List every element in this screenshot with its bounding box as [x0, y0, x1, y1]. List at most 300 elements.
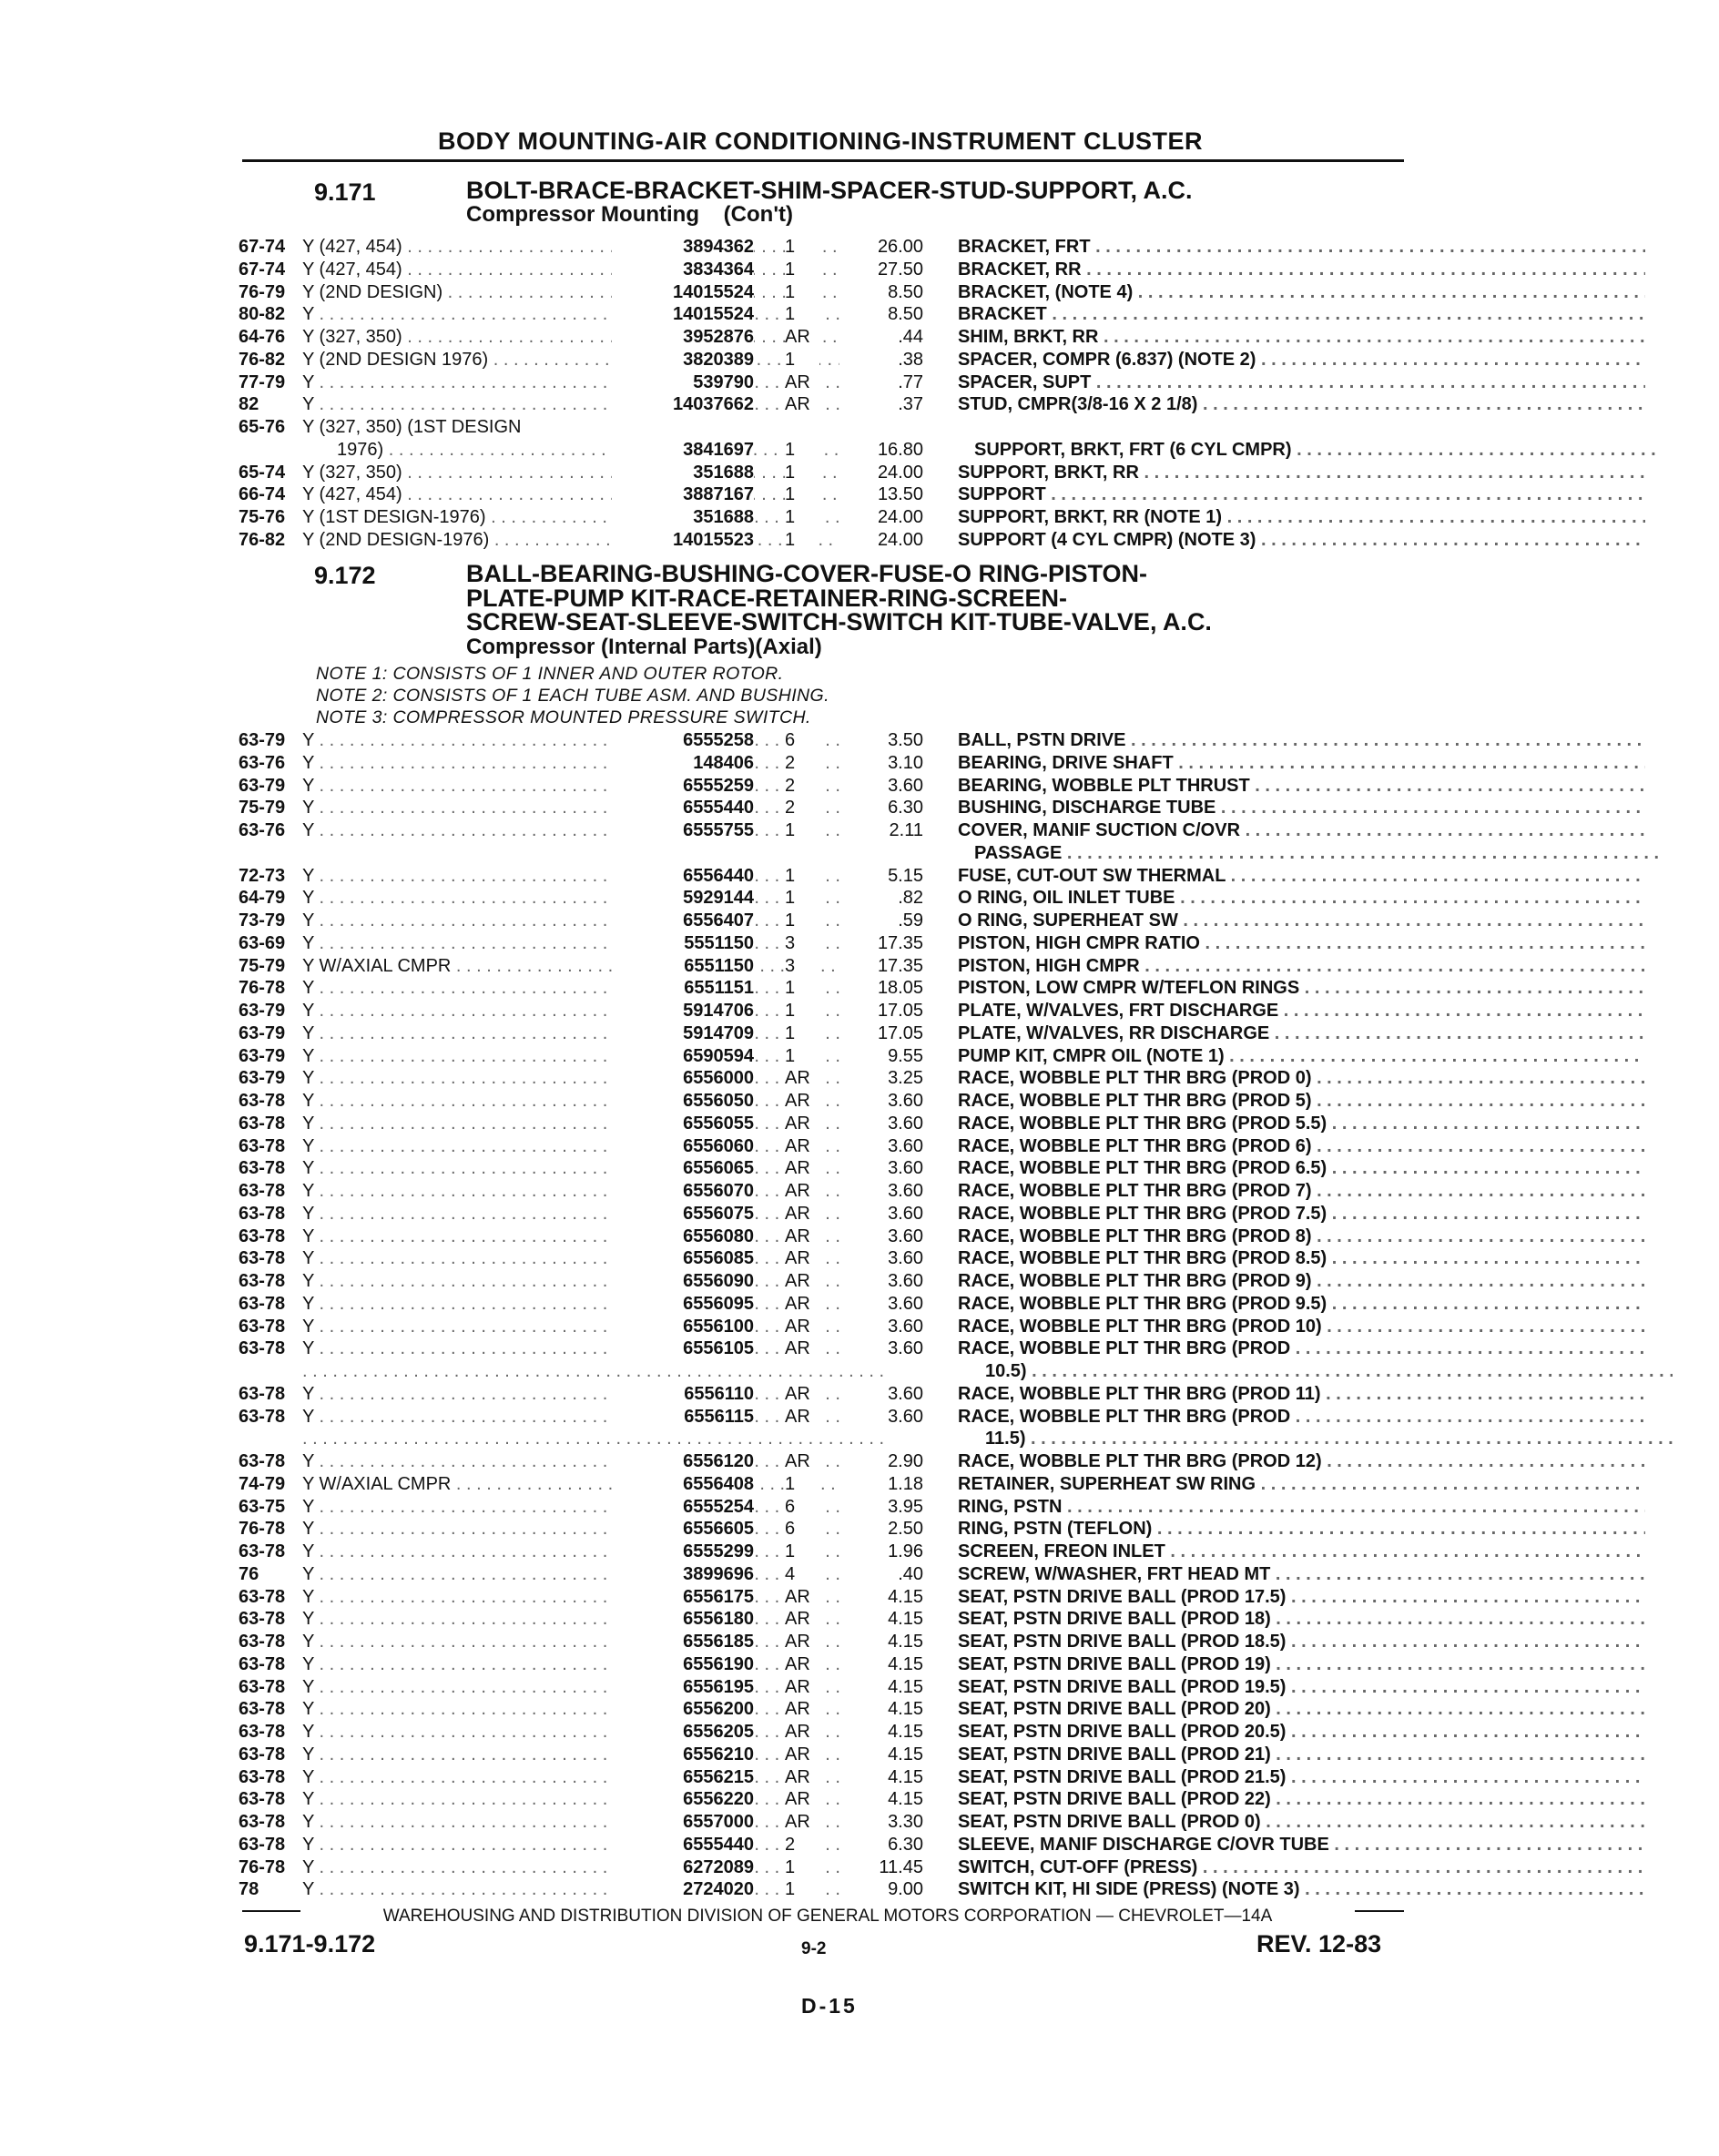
part-name-cell: SEAT, PSTN DRIVE BALL (PROD 17.5) . . . — [958, 1586, 1645, 1608]
quantity-cell: 1 — [785, 1878, 819, 1900]
part-name-cell: SWITCH, CUT-OFF (PRESS) . . . — [958, 1856, 1645, 1878]
parts-row — [239, 1383, 1413, 1406]
quantity-cell: AR — [785, 1113, 819, 1134]
part-number-cell: 14037662 — [612, 393, 754, 415]
quantity-cell: AR — [785, 1788, 819, 1810]
parts-row — [239, 752, 1413, 775]
quantity-cell: AR — [785, 1135, 819, 1157]
quantity-cell: 1 — [785, 529, 819, 551]
years-cell: 63-79 — [239, 1045, 286, 1066]
application-cell: Y W/AXIAL CMPR . . . — [302, 1473, 885, 1495]
part-name-cell: RACE, WOBBLE PLT THR BRG (PROD 11) . . . — [958, 1383, 1645, 1405]
price-cell: 3.25 — [839, 1067, 923, 1089]
application-cell: Y . . . — [302, 1000, 885, 1022]
part-name-cell: SPACER, SUPT . . . — [958, 371, 1645, 393]
section-2-number: 9.172 — [314, 562, 376, 589]
parts-row — [239, 1721, 1413, 1744]
part-name-cell: BEARING, DRIVE SHAFT . . . — [958, 752, 1645, 774]
part-name-cell: O RING, OIL INLET TUBE . . . — [958, 887, 1645, 909]
quantity-cell: AR — [785, 371, 819, 393]
part-number-cell: 6555254 — [612, 1496, 754, 1518]
parts-row — [239, 1608, 1413, 1631]
price-cell: 3.60 — [839, 1337, 923, 1359]
price-cell: 24.00 — [839, 506, 923, 528]
application-cell: Y . . . — [302, 1811, 885, 1833]
application-cell: Y . . . — [302, 1045, 885, 1067]
part-name-cell: RACE, WOBBLE PLT THR BRG (PROD 6.5) . . . — [958, 1157, 1645, 1179]
quantity-cell: 2 — [785, 797, 819, 819]
price-cell: 4.15 — [839, 1744, 923, 1765]
quantity-cell: AR — [785, 1721, 819, 1743]
price-cell: 3.95 — [839, 1496, 923, 1518]
application-cell: Y . . . — [302, 393, 885, 415]
years-cell: 63-78 — [239, 1609, 286, 1630]
parts-row — [239, 529, 1413, 552]
quantity-cell: 1 — [785, 303, 819, 325]
part-name-cell: FUSE, CUT-OUT SW THERMAL . . . — [958, 865, 1645, 887]
price-cell: 4.15 — [839, 1788, 923, 1810]
years-cell: 63-78 — [239, 1113, 286, 1134]
application-cell: Y . . . — [302, 1788, 885, 1810]
quantity-cell: AR — [785, 1157, 819, 1179]
part-number-cell: 351688 — [612, 462, 754, 483]
years-cell: 63-78 — [239, 1406, 286, 1427]
quantity-cell: 1 — [785, 1000, 819, 1022]
part-name-cell: COVER, MANIF SUCTION C/OVR . . . — [958, 819, 1645, 841]
part-number-cell: 6556185 — [612, 1631, 754, 1653]
part-number-cell: 6590594 — [612, 1045, 754, 1067]
years-cell: 63-78 — [239, 1586, 286, 1607]
application-cell: Y . . . — [302, 1180, 885, 1202]
quantity-cell: 1 — [785, 1541, 819, 1562]
years-cell: 80-82 — [239, 304, 286, 325]
part-number-cell: 539790 — [612, 371, 754, 393]
application-cell: Y . . . — [302, 1698, 885, 1720]
price-cell: 17.35 — [839, 955, 923, 977]
part-name-cell: SUPPORT . . . — [958, 483, 1645, 505]
parts-row — [239, 371, 1413, 394]
application-cell: Y . . . — [302, 1608, 885, 1630]
price-cell: .44 — [839, 326, 923, 348]
part-name-cell: RACE, WOBBLE PLT THR BRG (PROD 9.5) . . . — [958, 1293, 1645, 1315]
application-cell: Y . . . — [302, 1856, 885, 1878]
price-cell: 2.50 — [839, 1518, 923, 1540]
quantity-cell: AR — [785, 1653, 819, 1675]
part-name-cell: RACE, WOBBLE PLT THR BRG (PROD 9) . . . — [958, 1270, 1645, 1292]
part-name-cell: SEAT, PSTN DRIVE BALL (PROD 0) . . . — [958, 1811, 1645, 1833]
price-cell: 3.60 — [839, 1180, 923, 1202]
quantity-cell: 1 — [785, 1856, 819, 1878]
quantity-cell: 2 — [785, 752, 819, 774]
part-name-cell: RETAINER, SUPERHEAT SW RING . . . — [958, 1473, 1645, 1495]
years-cell: 75-79 — [239, 955, 286, 976]
quantity-cell: AR — [785, 1631, 819, 1653]
part-name-cell: PUMP KIT, CMPR OIL (NOTE 1) . . . — [958, 1045, 1645, 1067]
parts-row — [239, 1360, 1413, 1383]
parts-row — [239, 1834, 1413, 1856]
years-cell: 66-74 — [239, 484, 286, 505]
application-cell: Y . . . — [302, 1383, 885, 1405]
quantity-cell: AR — [785, 326, 819, 348]
part-number-cell: 3841697 — [612, 439, 754, 461]
price-cell: 3.60 — [839, 1383, 923, 1405]
years-cell: 65-74 — [239, 462, 286, 483]
price-cell: 1.18 — [839, 1473, 923, 1495]
quantity-cell: 6 — [785, 1518, 819, 1540]
part-number-cell: 3952876 — [612, 326, 754, 348]
application-cell: Y . . . — [302, 1563, 885, 1585]
part-number-cell: 6555259 — [612, 775, 754, 797]
parts-row — [239, 819, 1413, 842]
price-cell: 4.15 — [839, 1586, 923, 1608]
part-name-cell: SUPPORT, BRKT, RR . . . — [958, 462, 1645, 483]
application-cell: Y . . . — [302, 1247, 885, 1269]
part-name-cell: PISTON, LOW CMPR W/TEFLON RINGS . . . — [958, 977, 1645, 999]
part-number-cell: 3834364 — [612, 259, 754, 280]
price-cell: 3.60 — [839, 1203, 923, 1225]
price-cell: 4.15 — [839, 1608, 923, 1630]
application-cell: Y . . . — [302, 1541, 885, 1562]
parts-row — [239, 1113, 1413, 1135]
part-number-cell: 2724020 — [612, 1878, 754, 1900]
application-cell: Y . . . — [302, 1293, 885, 1315]
price-cell: 13.50 — [839, 483, 923, 505]
price-cell: 6.30 — [839, 797, 923, 819]
parts-row — [239, 932, 1413, 955]
part-number-cell: 6556195 — [612, 1676, 754, 1698]
part-number-cell: 6556605 — [612, 1518, 754, 1540]
years-cell: 63-78 — [239, 1158, 286, 1179]
parts-row — [239, 439, 1413, 462]
application-cell: Y (1ST DESIGN-1976) . . . — [302, 506, 885, 528]
parts-row — [239, 1090, 1413, 1113]
part-number-cell: 5914709 — [612, 1022, 754, 1044]
years-cell: 76-78 — [239, 978, 286, 999]
price-cell: 17.05 — [839, 1022, 923, 1044]
part-number-cell: 14015524 — [612, 303, 754, 325]
application-cell: Y . . . — [302, 1766, 885, 1788]
part-number-cell: 6555755 — [612, 819, 754, 841]
parts-row — [239, 1135, 1413, 1158]
price-cell: 16.80 — [839, 439, 923, 461]
years-cell: 63-78 — [239, 1451, 286, 1471]
parts-row — [239, 349, 1413, 371]
part-name-cell: STUD, CMPR(3/8-16 X 2 1/8) . . . — [958, 393, 1645, 415]
page-id: D-15 — [801, 1994, 858, 2018]
application-cell: Y . . . — [302, 371, 885, 393]
parts-row — [239, 1878, 1413, 1901]
part-name-cell: RACE, WOBBLE PLT THR BRG (PROD . . . — [958, 1337, 1645, 1359]
application-cell: Y (2ND DESIGN-1976) . . . — [302, 529, 885, 551]
part-name-cell: RACE, WOBBLE PLT THR BRG (PROD 7.5) . . . — [958, 1203, 1645, 1225]
section-2-title-line-1: BALL-BEARING-BUSHING-COVER-FUSE-O RING-PISTON- — [466, 560, 1147, 587]
note-2: NOTE 2: CONSISTS OF 1 EACH TUBE ASM. AND BUSHING. — [316, 686, 829, 706]
part-number-cell: 6556090 — [612, 1270, 754, 1292]
years-cell: 63-79 — [239, 1068, 286, 1089]
quantity-cell: 2 — [785, 1834, 819, 1856]
parts-row — [239, 1631, 1413, 1653]
application-cell: Y (2ND DESIGN 1976) . . . — [302, 349, 885, 371]
price-cell: 24.00 — [839, 462, 923, 483]
part-name-cell: SEAT, PSTN DRIVE BALL (PROD 19.5) . . . — [958, 1676, 1645, 1698]
part-name-cell: RACE, WOBBLE PLT THR BRG (PROD 7) . . . — [958, 1180, 1645, 1202]
part-number-cell: 6556065 — [612, 1157, 754, 1179]
application-cell: Y (427, 454) . . . — [302, 236, 885, 258]
part-number-cell: 6556200 — [612, 1698, 754, 1720]
price-cell: 4.15 — [839, 1653, 923, 1675]
part-number-cell: 6556220 — [612, 1788, 754, 1810]
part-name-cell: 11.5) . . . — [985, 1428, 1673, 1449]
part-name-cell: SEAT, PSTN DRIVE BALL (PROD 21.5) . . . — [958, 1766, 1645, 1788]
application-cell: Y . . . — [302, 1225, 885, 1247]
part-name-cell: SEAT, PSTN DRIVE BALL (PROD 18.5) . . . — [958, 1631, 1645, 1653]
part-number-cell: 6556070 — [612, 1180, 754, 1202]
price-cell: 8.50 — [839, 303, 923, 325]
application-cell: Y . . . — [302, 775, 885, 797]
years-cell: 63-78 — [239, 1248, 286, 1269]
application-cell: Y . . . — [302, 1022, 885, 1044]
quantity-cell: 1 — [785, 910, 819, 931]
price-cell: 9.00 — [839, 1878, 923, 1900]
part-number-cell: 6556110 — [612, 1383, 754, 1405]
quantity-cell: AR — [785, 1406, 819, 1428]
application-cell: Y (327, 350) . . . — [302, 462, 885, 483]
quantity-cell: 6 — [785, 729, 819, 751]
parts-row — [239, 281, 1413, 304]
price-cell: 2.11 — [839, 819, 923, 841]
section-2-subtitle: Compressor (Internal Parts)(Axial) — [466, 635, 822, 659]
years-cell: 64-79 — [239, 888, 286, 909]
price-cell: 3.60 — [839, 1113, 923, 1134]
years-cell: 77-79 — [239, 371, 286, 392]
years-cell: 63-78 — [239, 1181, 286, 1201]
parts-row — [239, 887, 1413, 910]
part-name-cell: RACE, WOBBLE PLT THR BRG (PROD 10) . . . — [958, 1316, 1645, 1337]
years-cell: 63-78 — [239, 1091, 286, 1111]
price-cell: .40 — [839, 1563, 923, 1585]
part-number-cell: 6556060 — [612, 1135, 754, 1157]
part-number-cell: 6556407 — [612, 910, 754, 931]
quantity-cell: 1 — [785, 236, 819, 258]
years-cell: 63-78 — [239, 1699, 286, 1720]
part-number-cell: 6556190 — [612, 1653, 754, 1675]
quantity-cell: 1 — [785, 349, 819, 371]
application-cell: Y . . . — [302, 1203, 885, 1225]
part-number-cell: 3894362 — [612, 236, 754, 258]
part-number-cell: 6556115 — [612, 1406, 754, 1428]
price-cell: 3.60 — [839, 775, 923, 797]
years-cell: 78 — [239, 1879, 259, 1900]
application-cell: Y . . . — [302, 977, 885, 999]
application-cell: Y . . . — [302, 1676, 885, 1698]
years-cell: 63-78 — [239, 1834, 286, 1855]
price-cell: 6.30 — [839, 1834, 923, 1856]
quantity-cell: 1 — [785, 977, 819, 999]
part-name-cell: RACE, WOBBLE PLT THR BRG (PROD 5) . . . — [958, 1090, 1645, 1112]
quantity-cell: 6 — [785, 1496, 819, 1518]
part-name-cell: BALL, PSTN DRIVE . . . — [958, 729, 1645, 751]
part-name-cell: SLEEVE, MANIF DISCHARGE C/OVR TUBE . . . — [958, 1834, 1645, 1856]
note-1: NOTE 1: CONSISTS OF 1 INNER AND OUTER ROTOR. — [316, 664, 784, 684]
quantity-cell: 1 — [785, 281, 819, 303]
parts-row — [239, 1225, 1413, 1248]
part-number-cell: 6556075 — [612, 1203, 754, 1225]
years-cell: 63-78 — [239, 1316, 286, 1337]
quantity-cell: 3 — [785, 932, 819, 954]
application-cell: Y (427, 454) . . . — [302, 483, 885, 505]
parts-row — [239, 1316, 1413, 1338]
quantity-cell: 1 — [785, 259, 819, 280]
parts-row — [239, 1157, 1413, 1180]
years-cell: 63-78 — [239, 1789, 286, 1810]
price-cell: 4.15 — [839, 1676, 923, 1698]
part-name-cell: RACE, WOBBLE PLT THR BRG (PROD 12) . . . — [958, 1450, 1645, 1472]
years-cell: 63-78 — [239, 1203, 286, 1224]
application-cell: Y . . . — [302, 932, 885, 954]
price-cell: 4.15 — [839, 1721, 923, 1743]
quantity-cell: 1 — [785, 483, 819, 505]
price-cell: .59 — [839, 910, 923, 931]
years-cell: 63-78 — [239, 1632, 286, 1652]
part-name-cell: SEAT, PSTN DRIVE BALL (PROD 20) . . . — [958, 1698, 1645, 1720]
part-name-cell: SPACER, COMPR (6.837) (NOTE 2) . . . — [958, 349, 1645, 371]
parts-row — [239, 326, 1413, 349]
part-name-cell: 10.5) . . . — [985, 1360, 1673, 1382]
application-cell: Y . . . — [302, 819, 885, 841]
price-cell: 24.00 — [839, 529, 923, 551]
part-number-cell: 3820389 — [612, 349, 754, 371]
part-name-cell: SUPPORT (4 CYL CMPR) (NOTE 3) . . . — [958, 529, 1645, 551]
part-name-cell: O RING, SUPERHEAT SW . . . — [958, 910, 1645, 931]
quantity-cell: AR — [785, 393, 819, 415]
part-name-cell: PLATE, W/VALVES, FRT DISCHARGE . . . — [958, 1000, 1645, 1022]
part-name-cell: PASSAGE . . . — [974, 842, 1662, 864]
part-number-cell: 6272089 — [612, 1856, 754, 1878]
part-name-cell: PLATE, W/VALVES, RR DISCHARGE . . . — [958, 1022, 1645, 1044]
years-cell: 76-82 — [239, 349, 286, 370]
part-name-cell: SWITCH KIT, HI SIDE (PRESS) (NOTE 3) . . . — [958, 1878, 1645, 1900]
years-cell: 63-78 — [239, 1676, 286, 1697]
quantity-cell: 2 — [785, 775, 819, 797]
years-cell: 67-74 — [239, 237, 286, 257]
application-cell: Y . . . — [302, 1496, 885, 1518]
part-name-cell: SCREW, W/WASHER, FRT HEAD MT . . . — [958, 1563, 1645, 1585]
parts-row — [239, 462, 1413, 484]
years-cell: 76-78 — [239, 1856, 286, 1877]
parts-row — [239, 729, 1413, 752]
quantity-cell: AR — [785, 1586, 819, 1608]
price-cell: 27.50 — [839, 259, 923, 280]
years-cell: 63-75 — [239, 1496, 286, 1517]
part-number-cell: 6556100 — [612, 1316, 754, 1337]
part-number-cell: 6556408 — [612, 1473, 754, 1495]
part-name-cell: SCREEN, FREON INLET . . . — [958, 1541, 1645, 1562]
parts-row — [239, 1293, 1413, 1316]
parts-row — [239, 842, 1413, 865]
part-number-cell: 6555440 — [612, 1834, 754, 1856]
price-cell: 4.15 — [839, 1631, 923, 1653]
years-cell: 65-76 — [239, 417, 286, 437]
application-cell: Y . . . — [302, 1316, 885, 1337]
part-name-cell: BRACKET, FRT . . . — [958, 236, 1645, 258]
price-cell: 3.60 — [839, 1090, 923, 1112]
parts-row — [239, 1744, 1413, 1766]
application-cell: Y . . . — [302, 797, 885, 819]
years-cell: 63-79 — [239, 1022, 286, 1043]
quantity-cell: AR — [785, 1450, 819, 1472]
parts-row — [239, 1586, 1413, 1609]
years-cell: 63-76 — [239, 752, 286, 773]
part-number-cell: 6556105 — [612, 1337, 754, 1359]
part-name-cell: PISTON, HIGH CMPR RATIO . . . — [958, 932, 1645, 954]
part-number-cell: 6556055 — [612, 1113, 754, 1134]
parts-row — [239, 483, 1413, 506]
part-number-cell: 6551150 — [612, 955, 754, 977]
part-number-cell: 6556085 — [612, 1247, 754, 1269]
part-number-cell: 6556080 — [612, 1225, 754, 1247]
part-name-cell: BRACKET, RR . . . — [958, 259, 1645, 280]
quantity-cell: AR — [785, 1293, 819, 1315]
years-cell: 63-78 — [239, 1812, 286, 1832]
parts-row — [239, 1450, 1413, 1473]
part-number-cell: 6551151 — [612, 977, 754, 999]
section-1-title: BOLT-BRACE-BRACKET-SHIM-SPACER-STUD-SUPPORT, A.C. — [466, 177, 1193, 204]
application-cell: Y . . . — [302, 1135, 885, 1157]
part-name-cell: BEARING, WOBBLE PLT THRUST . . . — [958, 775, 1645, 797]
years-cell: 63-76 — [239, 820, 286, 840]
quantity-cell: AR — [785, 1090, 819, 1112]
part-number-cell: 5551150 — [612, 932, 754, 954]
application-cell: Y . . . — [302, 1721, 885, 1743]
application-cell: Y . . . — [302, 1744, 885, 1765]
parts-row — [239, 1022, 1413, 1045]
quantity-cell: 1 — [785, 865, 819, 887]
application-cell: Y . . . — [302, 1653, 885, 1675]
application-cell: Y . . . — [302, 1406, 885, 1428]
footer-section-range: 9.171-9.172 — [244, 1930, 376, 1958]
quantity-cell: AR — [785, 1203, 819, 1225]
part-number-cell: 6556175 — [612, 1586, 754, 1608]
part-number-cell: 3899696 — [612, 1563, 754, 1585]
years-cell: 76-79 — [239, 281, 286, 302]
years-cell: 63-79 — [239, 730, 286, 750]
parts-row — [239, 1180, 1413, 1203]
quantity-cell: AR — [785, 1676, 819, 1698]
part-number-cell: 3887167 — [612, 483, 754, 505]
years-cell: 63-78 — [239, 1766, 286, 1787]
section-2-title-line-2: PLATE-PUMP KIT-RACE-RETAINER-RING-SCREEN- — [466, 585, 1067, 612]
application-cell: Y . . . — [302, 1586, 885, 1608]
quantity-cell: 1 — [785, 506, 819, 528]
price-cell: 26.00 — [839, 236, 923, 258]
parts-row — [239, 977, 1413, 1000]
part-number-cell: 6555258 — [612, 729, 754, 751]
parts-row — [239, 1856, 1413, 1879]
application-cell: Y . . . — [302, 1337, 885, 1359]
parts-row — [239, 1337, 1413, 1360]
application-cell: Y . . . — [302, 1090, 885, 1112]
application-cell: Y . . . — [302, 1878, 885, 1900]
application-cell: Y . . . — [302, 1631, 885, 1653]
price-cell: 3.10 — [839, 752, 923, 774]
parts-row — [239, 1811, 1413, 1834]
years-cell: 73-79 — [239, 910, 286, 931]
application-cell: Y (427, 454) . . . — [302, 259, 885, 280]
page-header: BODY MOUNTING-AIR CONDITIONING-INSTRUMENT CLUSTER — [438, 127, 1203, 155]
application-cell: Y . . . — [302, 1067, 885, 1089]
price-cell: 9.55 — [839, 1045, 923, 1067]
parts-row — [239, 1788, 1413, 1811]
